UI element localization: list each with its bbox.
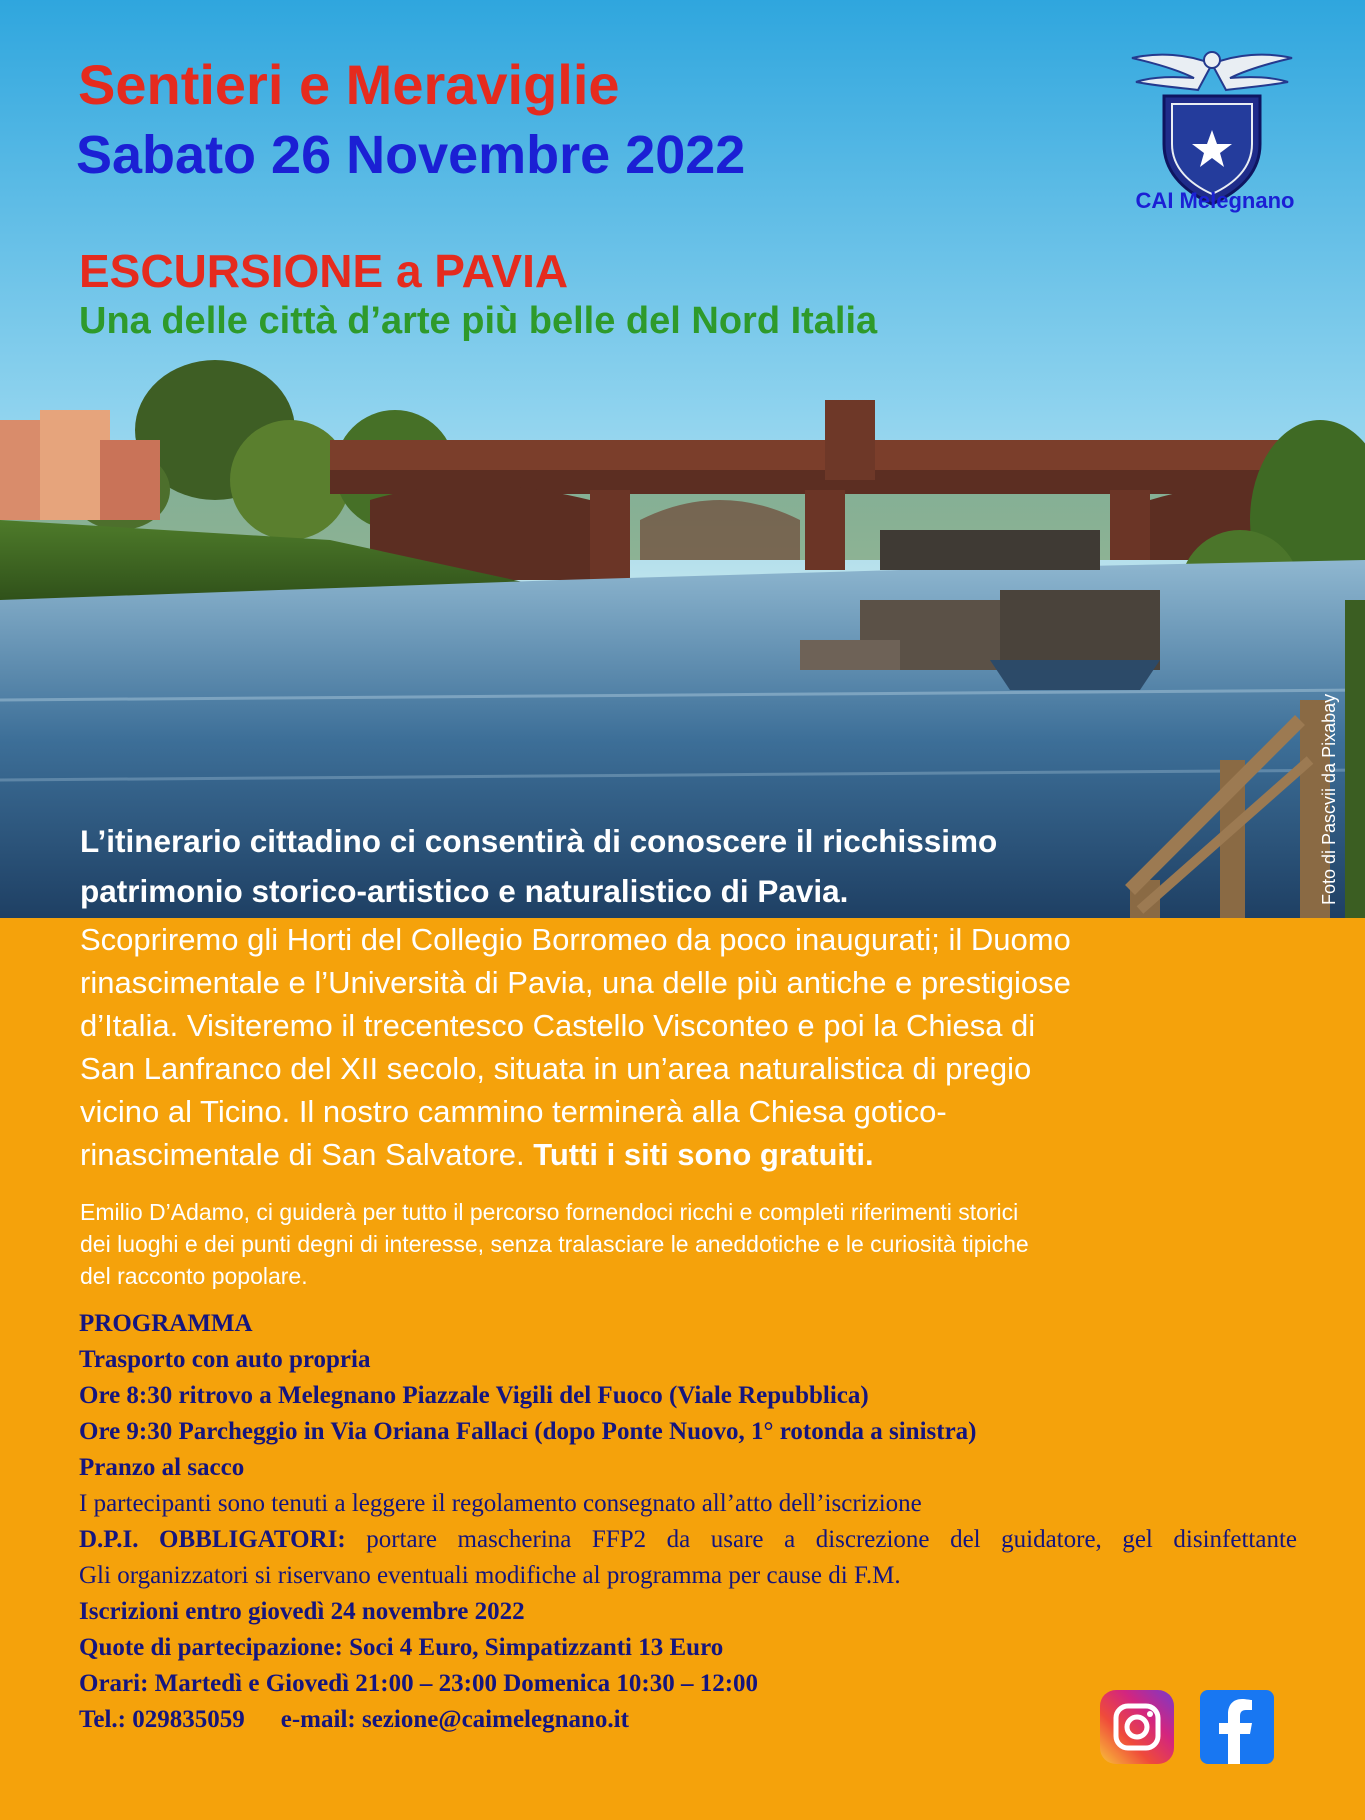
photo-credit: Foto di Pascvii da Pixabay: [1319, 693, 1339, 905]
logo-caption: CAI Melegnano: [1135, 188, 1295, 213]
description-line: rinascimentale e l’Università di Pavia, una delle più antiche e prestigiose: [80, 965, 1071, 1000]
program-meeting-2: Ore 9:30 Parcheggio in Via Oriana Fallaci (dopo Ponte Nuovo, 1° rotonda a sinistra): [79, 1418, 977, 1445]
program-heading: PROGRAMMA: [79, 1310, 253, 1337]
dpi-text: portare mascherina FFP2 da usare a discrezione del guidatore, gel disinfettante: [345, 1526, 1297, 1553]
free-sites-note: Tutti i siti sono gratuiti.: [533, 1137, 874, 1172]
intro-line: patrimonio storico-artistico e naturalistico di Pavia.: [80, 873, 849, 909]
guide-line: Emilio D’Adamo, ci guiderà per tutto il percorso fornendoci ricchi e completi riferimenti storici: [80, 1199, 1019, 1225]
description-line: [80, 1133, 1310, 1176]
guide-text: [80, 1196, 1310, 1292]
program-section: [79, 1306, 1297, 1738]
intro-line: L’itinerario cittadino ci consentirà di conoscere il ricchissimo: [80, 823, 998, 859]
dpi-label: D.P.I. OBBLIGATORI:: [79, 1526, 346, 1553]
program-changes: Gli organizzatori si riservano eventuali modifiche al programma per cause di F.M.: [79, 1562, 901, 1589]
program-rules: I partecipanti sono tenuti a leggere il regolamento consegnato all’atto dell’iscrizione: [79, 1490, 922, 1517]
description-line: d’Italia. Visiteremo il trecentesco Castello Visconteo e poi la Chiesa di: [80, 1008, 1036, 1043]
contact-phone: Tel.: 029835059: [79, 1706, 245, 1733]
intro-text: [80, 816, 1280, 916]
description-line: San Lanfranco del XII secolo, situata in un’area naturalistica di pregio: [80, 1051, 1032, 1086]
instagram-icon[interactable]: [1100, 1690, 1174, 1764]
description-line-text: rinascimentale di San Salvatore.: [80, 1137, 525, 1172]
guide-line: del racconto popolare.: [80, 1263, 308, 1289]
guide-line: dei luoghi e dei punti degni di interesse, senza tralasciare le aneddotiche e le curiosità tipiche: [80, 1231, 1029, 1257]
event-name: ESCURSIONE a PAVIA: [79, 245, 569, 297]
description-line: Scopriremo gli Horti del Collegio Borromeo da poco inaugurati; il Duomo: [80, 922, 1071, 957]
program-transport: Trasporto con auto propria: [79, 1346, 371, 1373]
program-dpi: [79, 1522, 1297, 1558]
event-subtitle: Una delle città d’arte più belle del Nord Italia: [79, 300, 878, 342]
program-hours: Orari: Martedì e Giovedì 21:00 – 23:00 Domenica 10:30 – 12:00: [79, 1670, 759, 1697]
program-lunch: Pranzo al sacco: [79, 1454, 245, 1481]
program-fees: Quote di partecipazione: Soci 4 Euro, Simpatizzanti 13 Euro: [79, 1634, 724, 1661]
facebook-icon[interactable]: [1200, 1690, 1274, 1764]
event-date: Sabato 26 Novembre 2022: [76, 125, 746, 185]
description-text: [80, 918, 1310, 1176]
program-meeting-1: Ore 8:30 ritrovo a Melegnano Piazzale Vigili del Fuoco (Viale Repubblica): [79, 1382, 869, 1409]
event-title: Sentieri e Meraviglie: [78, 53, 620, 116]
program-deadline: Iscrizioni entro giovedì 24 novembre 2022: [79, 1598, 525, 1625]
contact-email[interactable]: e-mail: sezione@caimelegnano.it: [280, 1706, 629, 1733]
description-line: vicino al Ticino. Il nostro cammino terminerà alla Chiesa gotico-: [80, 1094, 947, 1129]
